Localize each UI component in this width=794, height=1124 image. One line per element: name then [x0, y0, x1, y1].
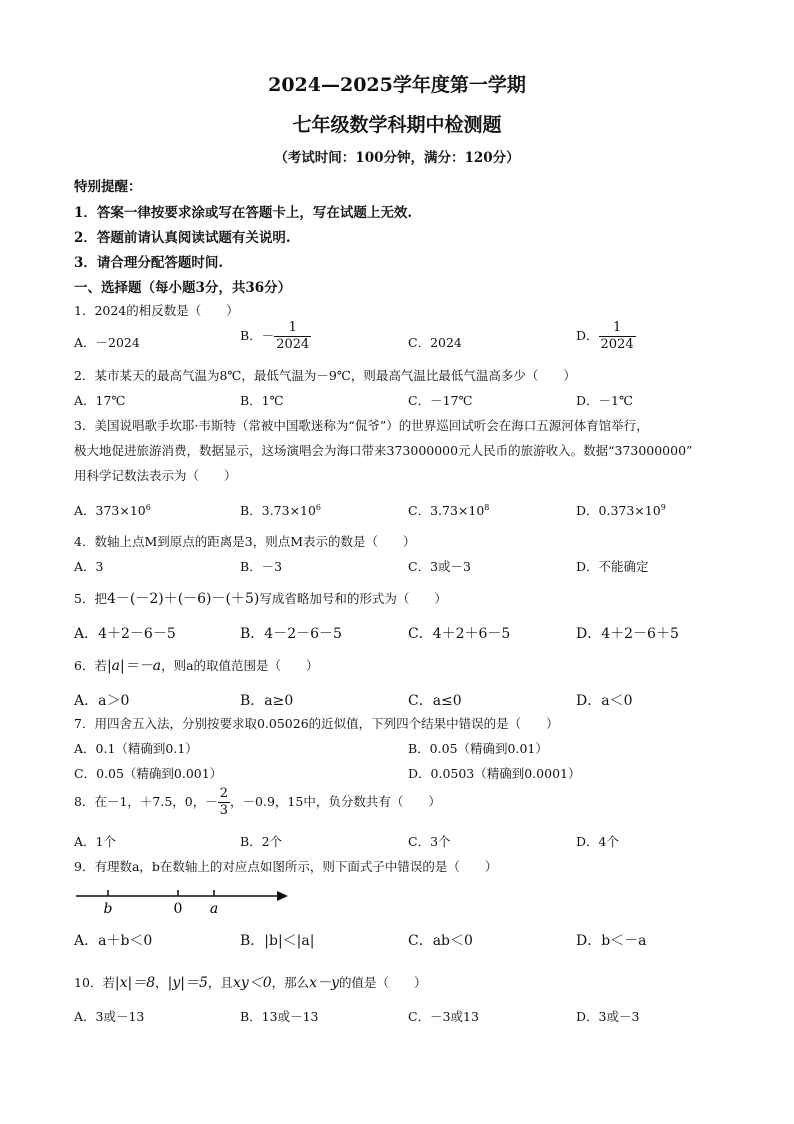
- question-8-option-b: B．2个: [240, 834, 283, 849]
- question-6-option-c: C．a≤0: [408, 693, 462, 709]
- question-4-option-b: B．－3: [240, 559, 283, 574]
- question-1-option-a: A．－2024: [74, 335, 140, 350]
- question-6-stem: 6．若|a|＝－a，则a的取值范围是（ ）: [74, 658, 319, 674]
- question-7-stem: 7．用四舍五入法，分别按要求取0.05026的近似值，下列四个结果中错误的是（ ）: [74, 716, 559, 731]
- question-7-option-a: A．0.1（精确到0.1）: [74, 741, 198, 756]
- question-5-option-c: C．4＋2＋6－5: [408, 626, 511, 642]
- question-10-option-b: B．13或－13: [240, 1009, 319, 1024]
- question-6-expression: |a|＝－a: [106, 658, 162, 674]
- question-2-option-b: B．1℃: [240, 393, 284, 408]
- question-3-stem-line-3: 用科学记数法表示为（ ）: [74, 468, 237, 483]
- question-3-option-d: D．$0.373\times 10^9$: [576, 502, 666, 518]
- question-2-option-c: C．－17℃: [408, 393, 473, 408]
- question-7-option-b: B．0.05（精确到0.01）: [408, 741, 548, 756]
- notice-item-2: 2．答题前请认真阅读试题有关说明.: [74, 230, 291, 246]
- question-1-option-b: B．－ $\frac{1}{2024}$: [240, 320, 310, 352]
- exam-title-year: 2024—2025学年度第一学期: [268, 74, 526, 96]
- question-9-stem: 9．有理数a，b在数轴上的对应点如图所示，则下面式子中错误的是（ ）: [74, 859, 498, 874]
- number-line-arrow-icon: [277, 891, 288, 901]
- question-5-expression: 4－(－2)＋(－6)－(＋5): [106, 591, 260, 607]
- question-9-option-b: B．|b|＜|a|: [240, 933, 315, 949]
- question-5-stem: 5．把4－(－2)＋(－6)－(＋5)写成省略加号和的形式为（ ）: [74, 591, 447, 607]
- number-line-label-a: a: [209, 901, 219, 917]
- question-9-option-c: C．ab＜0: [408, 933, 473, 949]
- question-1-stem: 1．2024的相反数是（ ）: [74, 303, 239, 318]
- question-8-stem: 8．在－1，＋7.5，0，－ $\frac{2}{3}$ ，－0.9，15中，负分数共有（ ）: [74, 786, 441, 818]
- question-3-option-c: C．$3.73\times 10^8$: [408, 502, 490, 518]
- question-2-stem: 2．某市某天的最高气温为8℃，最低气温为－9℃，则最高气温比最低气温高多少（ ）: [74, 368, 576, 383]
- question-3-option-b: B．$3.73\times 10^6$: [240, 502, 321, 518]
- exam-info: （考试时间：100分钟，满分：120分）: [274, 150, 520, 166]
- question-10-option-c: C．－3或13: [408, 1009, 479, 1024]
- question-9-option-a: A．a＋b＜0: [74, 933, 153, 949]
- question-2-option-d: D．－1℃: [576, 393, 633, 408]
- question-5-option-a: A．4＋2－6－5: [74, 626, 176, 642]
- notice-heading: 特别提醒：: [74, 179, 142, 195]
- section-heading: 一、选择题（每小题3分，共36分）: [74, 280, 292, 296]
- number-line-figure: [74, 886, 294, 918]
- question-10-stem: 10．若|x|＝8，|y|＝5，且xy＜0，那么x－y的值是（ ）: [74, 975, 427, 991]
- question-5-option-b: B．4－2－6－5: [240, 626, 342, 642]
- question-5-option-d: D．4＋2－6＋5: [576, 626, 679, 642]
- question-7-option-d: D．0.0503（精确到0.0001）: [408, 766, 581, 781]
- question-10-option-d: D．3或－3: [576, 1009, 640, 1024]
- question-8-option-d: D．4个: [576, 834, 619, 849]
- question-4-stem: 4．数轴上点M到原点的距离是3，则点M表示的数是（ ）: [74, 534, 416, 549]
- question-6-option-d: D．a＜0: [576, 693, 633, 709]
- question-1-option-d: D． $\frac{1}{2024}$: [576, 320, 634, 352]
- notice-item-1: 1．答案一律按要求涂或写在答题卡上，写在试题上无效.: [74, 205, 413, 221]
- question-4-option-a: A．3: [74, 559, 104, 574]
- exam-title-subject: 七年级数学科期中检测题: [292, 114, 502, 136]
- notice-item-3: 3．请合理分配答题时间.: [74, 255, 224, 271]
- question-7-option-c: C．0.05（精确到0.001）: [74, 766, 223, 781]
- question-2-option-a: A．17℃: [74, 393, 126, 408]
- question-1-option-c: C．2024: [408, 335, 462, 350]
- question-3-stem-line-2: 极大地促进旅游消费，数据显示，这场演唱会为海口带来373000000元人民币的旅游收入。数据“373000000”: [74, 443, 693, 458]
- number-line-label-b: b: [103, 901, 113, 917]
- question-10-option-a: A．3或－13: [74, 1009, 145, 1024]
- number-line-label-0: 0: [173, 901, 183, 917]
- question-9-option-d: D．b＜－a: [576, 933, 647, 949]
- question-3-stem-line-1: 3．美国说唱歌手坎耶·韦斯特（常被中国歌迷称为“侃爷”）的世界巡回试听会在海口五源河体育馆举行，: [74, 418, 649, 433]
- question-6-option-b: B．a≥0: [240, 693, 294, 709]
- question-6-option-a: A．a＞0: [74, 693, 130, 709]
- question-4-option-d: D．不能确定: [576, 559, 649, 574]
- question-8-option-c: C．3个: [408, 834, 451, 849]
- question-4-option-c: C．3或－3: [408, 559, 471, 574]
- question-8-option-a: A．1个: [74, 834, 116, 849]
- question-3-option-a: A．$373\times 10^6$: [74, 502, 151, 518]
